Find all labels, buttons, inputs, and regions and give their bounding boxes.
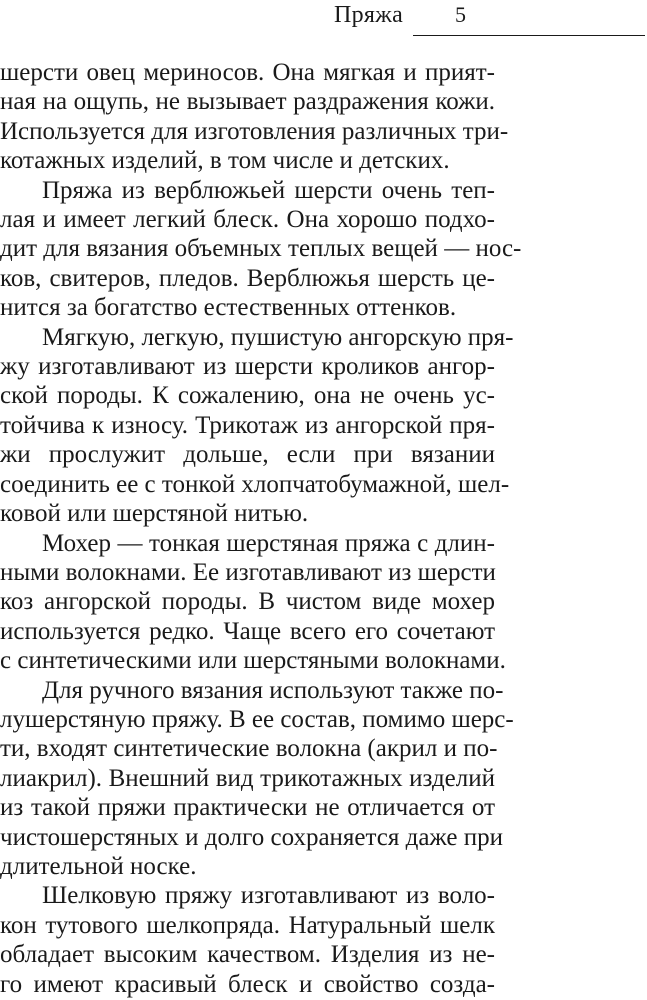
text-line: Для ручного вязания используют также по- bbox=[42, 676, 504, 704]
text-line: коз ангорской породы. В чистом виде мохер bbox=[0, 588, 495, 616]
text-line: тойчива к износу. Трикотаж из ангорской пря- bbox=[0, 411, 495, 439]
text-line: используется редко. Чаще всего его сочетают bbox=[0, 617, 495, 645]
text-line: обладает высоким качеством. Изделия из не- bbox=[0, 941, 495, 969]
text-line: длительной носке. bbox=[0, 852, 197, 880]
text-line: дит для вязания объемных теплых вещей — нос- bbox=[0, 235, 522, 263]
text-line: жу изготавливают из шерсти кроликов ангор- bbox=[0, 353, 495, 381]
text-line: из такой пряжи практически не отличается от bbox=[0, 794, 495, 822]
text-line: жи прослужит дольше, если при вязании bbox=[0, 441, 495, 469]
body-text bbox=[0, 58, 522, 999]
header-rule bbox=[413, 35, 645, 36]
text-line: ковой или шерстяной нитью. bbox=[0, 500, 309, 528]
text-line: лиакрил). Внешний вид трикотажных изделий bbox=[0, 764, 495, 792]
paragraph bbox=[0, 676, 514, 882]
text-line: нится за богатство естественных оттенков. bbox=[0, 294, 457, 322]
text-line: го имеют красивый блеск и свойство созда- bbox=[0, 970, 495, 998]
paragraph bbox=[0, 529, 506, 676]
text-line: Используется для изготовления различных три- bbox=[0, 117, 509, 145]
text-line: с синтетическими или шерстяными волокнами. bbox=[0, 647, 506, 675]
paragraph bbox=[0, 58, 509, 176]
text-line: ная на ощупь, не вызывает раздражения кожи. bbox=[0, 88, 495, 116]
page-header bbox=[0, 0, 647, 40]
text-line: соединить ее с тонкой хлопчатобумажной, шел- bbox=[0, 470, 510, 498]
text-line: Пряжа из верблюжьей шерсти очень теп- bbox=[42, 176, 495, 204]
paragraph bbox=[0, 323, 514, 529]
text-line: лушерстяную пряжу. В ее состав, помимо шерс- bbox=[0, 705, 514, 733]
running-title: Пряжа bbox=[334, 2, 404, 28]
text-line: котажных изделий, в том числе и детских. bbox=[0, 147, 450, 175]
text-line: Шелковую пряжу изготавливают из воло- bbox=[42, 882, 495, 910]
text-line: Мохер — тонкая шерстяная пряжа с длин- bbox=[42, 529, 495, 557]
paragraph bbox=[0, 881, 495, 999]
text-line: ными волокнами. Ее изготавливают из шерсти bbox=[0, 558, 496, 586]
text-line: ков, свитеров, пледов. Верблюжья шерсть це- bbox=[0, 264, 495, 292]
text-line: Мягкую, легкую, пушистую ангорскую пря- bbox=[42, 323, 514, 351]
page-number: 5 bbox=[455, 2, 466, 27]
text-line: чистошерстяных и долго сохраняется даже при bbox=[0, 823, 503, 851]
text-line: кон тутового шелкопряда. Натуральный шелк bbox=[0, 911, 495, 939]
text-line: шерсти овец мериносов. Она мягкая и прият- bbox=[0, 59, 495, 86]
text-line: лая и имеет легкий блеск. Она хорошо подхо- bbox=[0, 206, 495, 234]
text-line: ской породы. К сожалению, она не очень ус- bbox=[0, 382, 495, 410]
paragraph bbox=[0, 176, 522, 323]
text-line: ти, входят синтетические волокна (акрил и по- bbox=[0, 735, 498, 763]
